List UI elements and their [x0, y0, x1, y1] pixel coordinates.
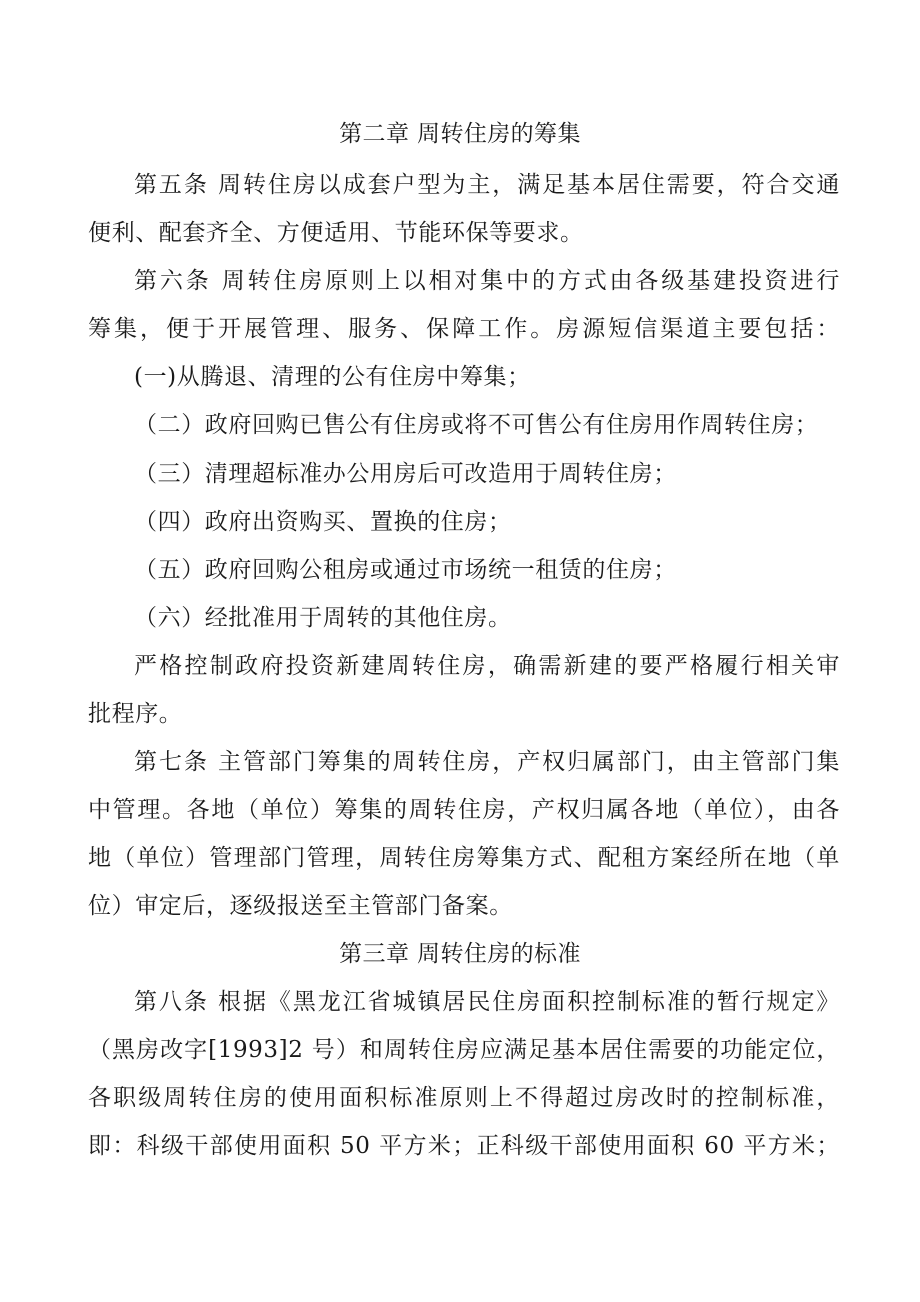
list-item: （二）政府回购已售公有住房或将不可售公有住房用作周转住房； [134, 412, 819, 438]
chapter-2-title: 第二章 周转住房的筹集 [339, 121, 581, 147]
control-paragraph-line-1: 严格控制政府投资新建周转住房，确需新建的要严格履行相关审 [134, 653, 840, 679]
list-item: (一)从腾退、清理的公有住房中筹集； [134, 364, 531, 390]
article-8-line-2: （黑房改字[1993]2 号）和周转住房应满足基本居住需要的功能定位， [88, 1037, 840, 1063]
list-item: （四）政府出资购买、置换的住房； [134, 509, 512, 535]
list-item: （六）经批准用于周转的其他住房。 [134, 605, 512, 631]
article-6-line-2: 筹集，便于开展管理、服务、保障工作。房源短信渠道主要包括： [88, 316, 840, 342]
article-8-line-3: 各职级周转住房的使用面积标准原则上不得超过房改时的控制标准， [88, 1085, 840, 1111]
article-8-line-4: 即：科级干部使用面积 50 平方米；正科级干部使用面积 60 平方米； [88, 1133, 840, 1159]
article-5-line-2: 便利、配套齐全、方便适用、节能环保等要求。 [88, 220, 584, 246]
article-5-line-1: 第五条 周转住房以成套户型为主，满足基本居住需要，符合交通 [134, 172, 840, 198]
article-7-line-2: 中管理。各地（单位）筹集的周转住房，产权归属各地（单位），由各 [88, 797, 840, 823]
control-paragraph-line-2: 批程序。 [88, 701, 183, 727]
article-7-line-3: 地（单位）管理部门管理，周转住房筹集方式、配租方案经所在地（单 [88, 845, 840, 871]
article-7-line-1: 第七条 主管部门筹集的周转住房，产权归属部门，由主管部门集 [134, 749, 840, 775]
chapter-3-title: 第三章 周转住房的标准 [339, 941, 581, 967]
article-8-line-1: 第八条 根据《黑龙江省城镇居民住房面积控制标准的暂行规定》 [134, 989, 840, 1015]
article-6-line-1: 第六条 周转住房原则上以相对集中的方式由各级基建投资进行 [134, 268, 840, 294]
list-item: （五）政府回购公租房或通过市场统一租赁的住房； [134, 557, 677, 583]
list-item: （三）清理超标准办公用房后可改造用于周转住房； [134, 461, 677, 487]
article-7-line-4: 位）审定后，逐级报送至主管部门备案。 [88, 893, 513, 919]
